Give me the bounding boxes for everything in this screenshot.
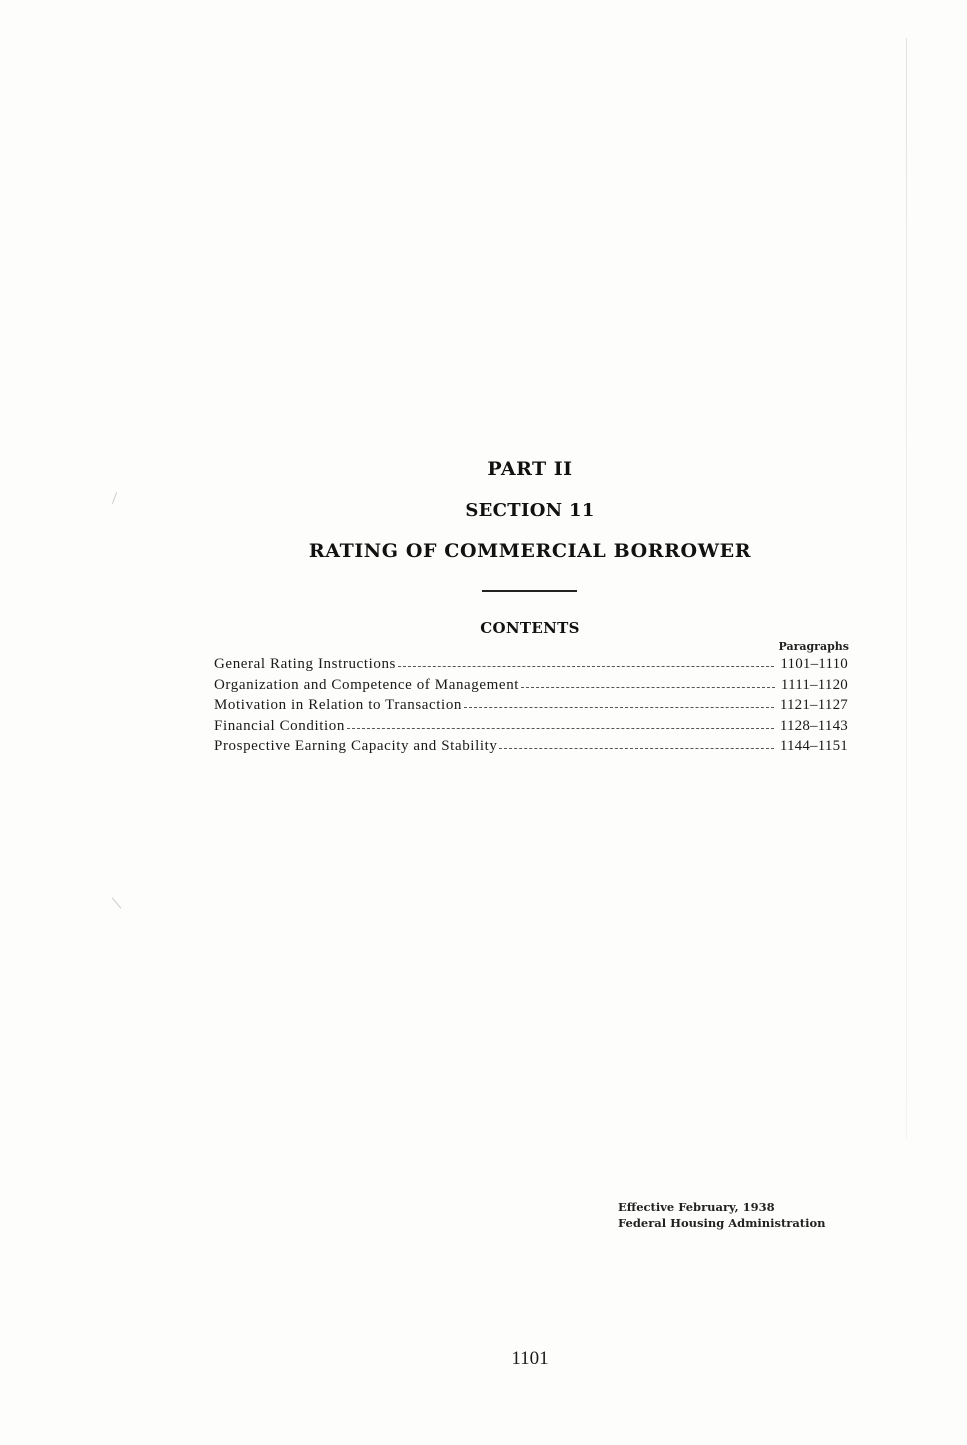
page-edge-shadow <box>906 38 907 1138</box>
toc-entry-label: Organization and Competence of Management <box>214 676 520 693</box>
toc-entry-paragraphs: 1111–1120 <box>780 676 848 693</box>
page-number: 1101 <box>511 1348 549 1369</box>
scan-speck <box>112 897 122 908</box>
contents-heading: CONTENTS <box>480 619 580 637</box>
toc-entry-paragraphs: 1121–1127 <box>779 697 848 713</box>
section-heading: SECTION 11 <box>465 500 595 521</box>
toc-row <box>214 718 848 739</box>
part-heading: PART II <box>487 458 573 480</box>
toc-dot-leader <box>347 728 774 729</box>
effective-date: Effective February, 1938 <box>618 1200 775 1214</box>
table-of-contents <box>214 656 848 759</box>
toc-dot-leader <box>398 666 774 667</box>
toc-row <box>214 677 848 698</box>
toc-entry-label: General Rating Instructions <box>214 656 396 672</box>
toc-entry-paragraphs: 1128–1143 <box>779 717 848 734</box>
toc-dot-leader <box>499 748 773 749</box>
toc-entry-label: Prospective Earning Capacity and Stability <box>214 738 498 754</box>
toc-dot-leader <box>521 687 775 688</box>
toc-entry-label: Motivation in Relation to Transaction <box>214 697 463 713</box>
toc-entry-paragraphs: 1101–1110 <box>780 656 848 672</box>
toc-row <box>214 738 848 759</box>
toc-row <box>214 656 848 677</box>
toc-dot-leader <box>464 707 774 708</box>
toc-row <box>214 697 848 718</box>
toc-entry-paragraphs: 1144–1151 <box>779 738 848 754</box>
issuing-agency: Federal Housing Administration <box>618 1216 826 1230</box>
effective-date-note <box>618 1199 825 1231</box>
paragraphs-column-header: Paragraphs <box>778 640 849 653</box>
page-title: RATING OF COMMERCIAL BORROWER <box>308 540 752 562</box>
heading-divider <box>482 590 577 592</box>
toc-entry-label: Financial Condition <box>214 717 345 734</box>
